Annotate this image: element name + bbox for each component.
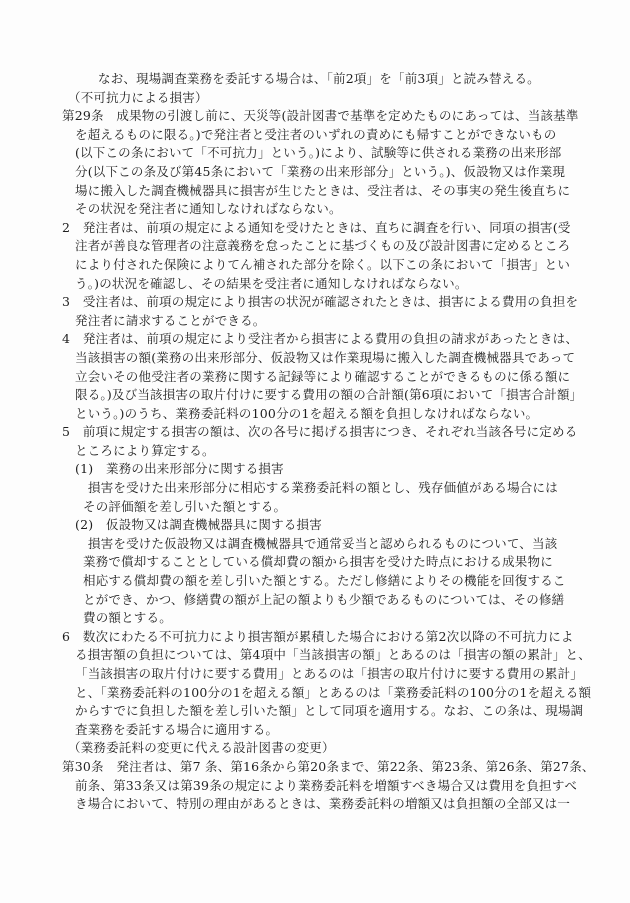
text-line: 損害を受けた出来形部分に相応する業務委託料の額とし、残存価値がある場合には	[88, 480, 558, 496]
text-line: う。)の状況を確認し、その結果を受注者に通知しなければならない。	[75, 275, 468, 291]
text-line: 分(以下この条及び第45条において「業務の出来形部分」という。)、仮設物又は作業現	[75, 163, 566, 179]
paragraph-6-line: 6 数次にわたる不可抗力により損害額が累積した場合における第2次以降の不可抗力によ	[62, 628, 574, 644]
article-30-line: 第30条 発注者は、第7 条、第16条から第20条まで、第22条、第23条、第26条、第27条、	[62, 758, 595, 774]
text-line: からすでに負担した額を差し引いた額」として同項を適用する。なお、この条は、現場調	[75, 703, 584, 719]
text-line: その状況を発注者に通知しなければならない。	[75, 201, 342, 217]
section-heading: （不可抗力による損害）	[68, 89, 208, 105]
text-line: 立会いその他受注者の業務に関する記録等により確認することができるものに係る額に	[75, 368, 571, 384]
text-line: 場に搬入した調査機械器具に損害が生じたときは、受注者は、その事実の発生後直ちに	[75, 182, 571, 198]
text-line: き場合において、特別の理由があるときは、業務委託料の増額又は負担額の全部又は一	[75, 796, 571, 812]
text-line: 前条、第33条又は第39条の規定により業務委託料を増額すべき場合又は費用を負担すべ	[75, 777, 578, 793]
text-line: 費の額とする。	[83, 610, 172, 626]
text-line: という。)のうち、業務委託料の100分の1を超える額を負担しなければならない。	[75, 405, 539, 421]
text-line: る損害額の負担については、第4項中「当該損害の額」とあるのは「損害の額の累計」と、	[75, 647, 591, 663]
text-line: 注者が善良な管理者の注意義務を怠ったことに基づくもの及び設計図書に定めるところ	[75, 238, 571, 254]
text-line: 査業務を委託する場合に適用する。	[75, 721, 279, 737]
text-line: を超えるものに限る。)で発注者と受注者のいずれの責めにも帰すことができないもの	[75, 126, 557, 142]
text-line: 損害を受けた仮設物又は調査機械器具で通常妥当と認められるものについて、当該	[88, 535, 558, 551]
paragraph-2-line: 2 発注者は、前項の規定による通知を受けたときは、直ちに調査を行い、同項の損害(受	[62, 219, 571, 235]
section-heading: （業務委託料の変更に代える設計図書の変更）	[68, 740, 335, 756]
text-line: とができ、かつ、修繕費の額が上記の額よりも少額であるものについては、その修繕	[83, 591, 565, 607]
text-line: 当該損害の額(業務の出来形部分、仮設物又は作業現場に搬入した調査機械器具であって	[75, 349, 576, 365]
item-2-line: (2) 仮設物又は調査機械器具に関する損害	[75, 517, 322, 533]
text-line: (以下この条において「不可抗力」という。)により、試験等に供される業務の出来形部	[75, 145, 562, 161]
article-29-line: 第29条 成果物の引渡し前に、天災等(設計図書で基準を定めたものにあっては、当該基準	[62, 108, 579, 124]
text-line: と、「業務委託料の100分の1を超える額」とあるのは「業務委託料の100分の1を超える額	[75, 684, 592, 700]
paragraph-4-line: 4 発注者は、前項の規定により受注者から損害による費用の負担の請求があったときは、	[62, 331, 579, 347]
text-line: 「当該損害の取片付けに要する費用」とあるのは「損害の取片付けに要する費用の累計」	[75, 666, 584, 681]
text-line: 限る。)及び当該損害の取片付けに要する費用の額の合計額(第6項において「損害合計額」	[75, 387, 583, 403]
item-1-line: (1) 業務の出来形部分に関する損害	[75, 461, 284, 477]
text-line: により付された保険によりてん補された部分を除く。以下この条において「損害」とい	[75, 256, 571, 272]
text-line: 相応する償却費の額を差し引いた額とする。ただし修繕によりその機能を回復するこ	[83, 573, 566, 589]
paragraph-5-line: 5 前項に規定する損害の額は、次の各号に掲げる損害につき、それぞれ当該各号に定める	[62, 424, 578, 440]
text-line: 業務で償却することとしている償却費の額から損害を受けた時点における成果物に	[83, 554, 553, 570]
text-line: その評価額を差し引いた額とする。	[83, 498, 287, 514]
text-line: 発注者に請求することができる。	[75, 312, 266, 328]
text-line: なお、現場調査業務を委託する場合は、「前2項」を「前3項」と読み替える。	[98, 71, 540, 86]
text-line: ところにより算定する。	[75, 442, 215, 458]
paragraph-3-line: 3 受注者は、前項の規定により損害の状況が確認されたときは、損害による費用の負担を	[62, 294, 579, 310]
